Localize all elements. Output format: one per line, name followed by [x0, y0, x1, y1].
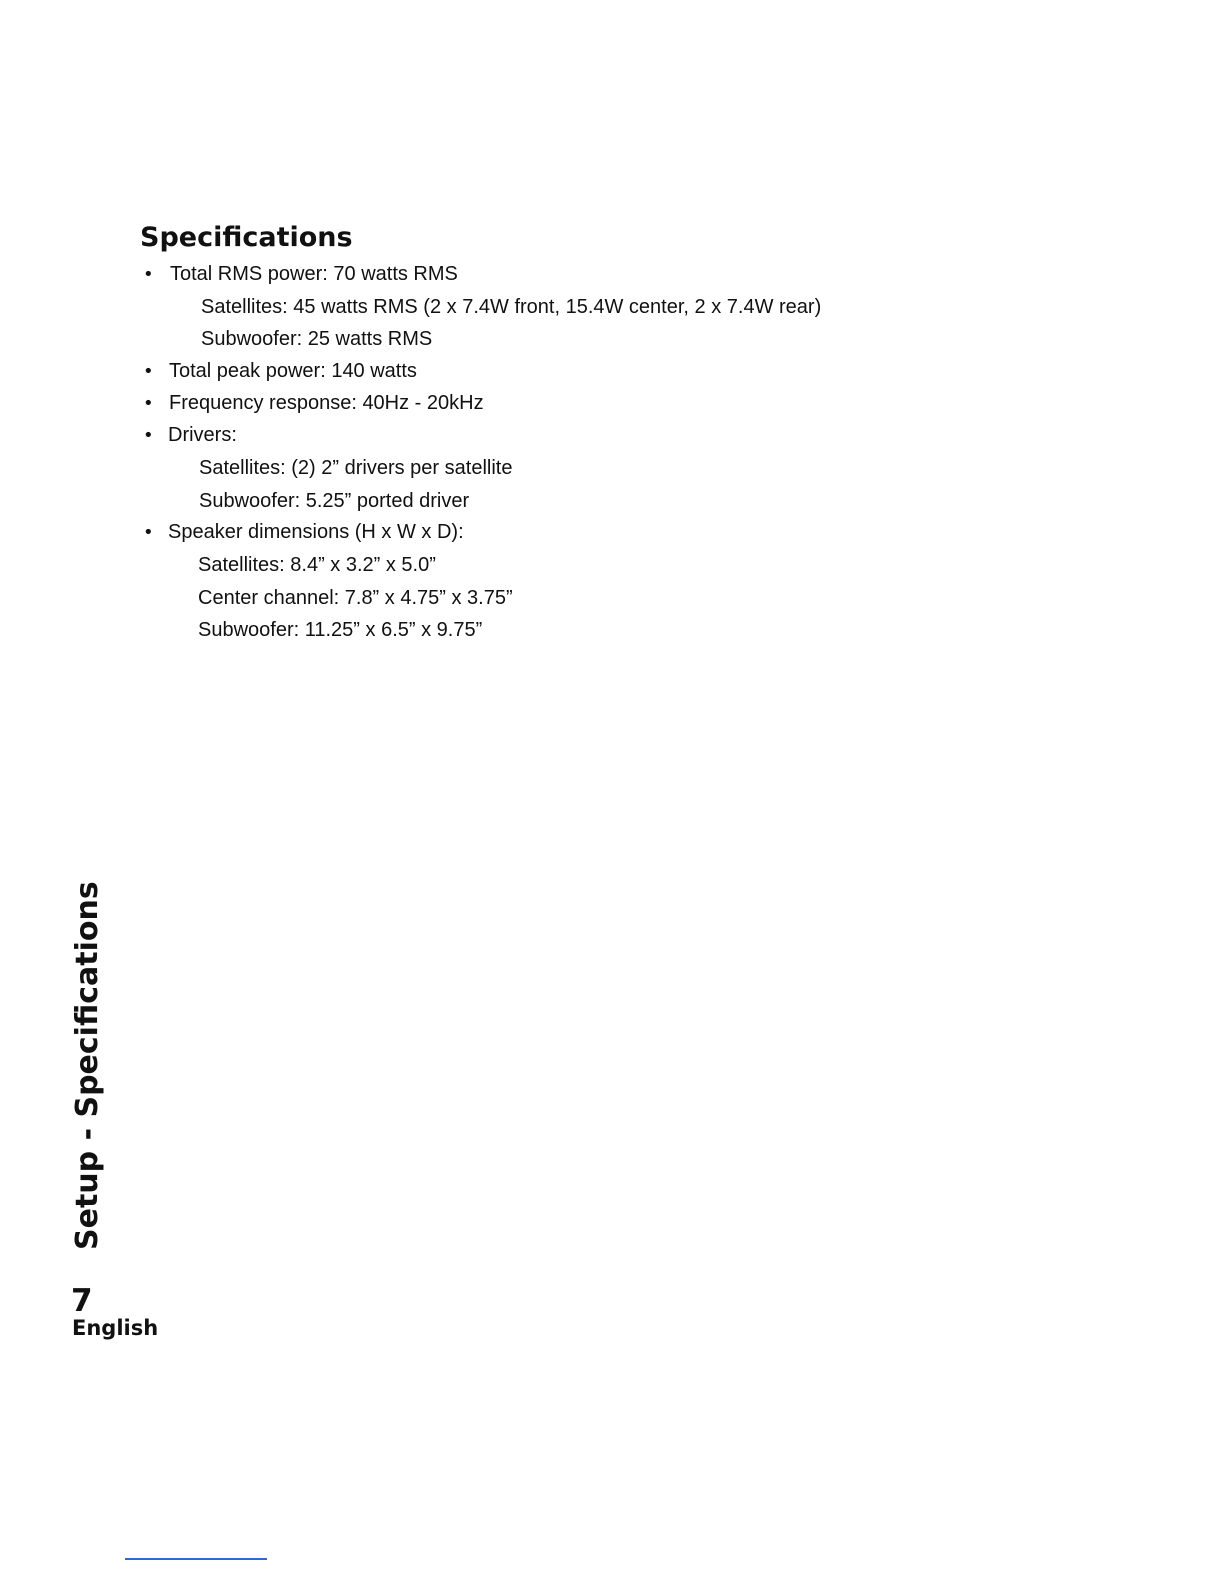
bullet: •: [143, 522, 154, 543]
spec-satellite-rms-power: Satellites: 45 watts RMS (2 x 7.4W front, 15.4W center, 2 x 7.4W rear): [201, 296, 822, 318]
spec-subwoofer-rms-power: Subwoofer: 25 watts RMS: [201, 328, 433, 350]
spec-subwoofer-dimensions: Subwoofer: 11.25” x 6.5” x 9.75”: [198, 619, 483, 641]
spec-speaker-dimensions-heading: Speaker dimensions (H x W x D):: [168, 521, 464, 543]
footer-rule: [125, 1558, 267, 1560]
bullet: •: [143, 425, 154, 446]
page-number: 7: [71, 1283, 93, 1319]
spec-total-peak-power: Total peak power: 140 watts: [169, 360, 417, 382]
spec-satellite-drivers: Satellites: (2) 2” drivers per satellite: [199, 457, 513, 479]
page-title: Specifications: [140, 222, 353, 253]
section-side-label: Setup - Specifications: [70, 881, 105, 1250]
bullet: •: [143, 361, 154, 382]
bullet: •: [143, 264, 154, 285]
spec-drivers-heading: Drivers:: [168, 424, 237, 446]
bullet: •: [143, 393, 154, 414]
language-label: English: [72, 1316, 159, 1340]
spec-total-rms-power: Total RMS power: 70 watts RMS: [170, 263, 458, 285]
spec-frequency-response: Frequency response: 40Hz - 20kHz: [169, 392, 484, 414]
spec-satellite-dimensions: Satellites: 8.4” x 3.2” x 5.0”: [198, 554, 436, 576]
spec-subwoofer-driver: Subwoofer: 5.25” ported driver: [199, 490, 470, 512]
spec-center-channel-dimensions: Center channel: 7.8” x 4.75” x 3.75”: [198, 587, 513, 609]
